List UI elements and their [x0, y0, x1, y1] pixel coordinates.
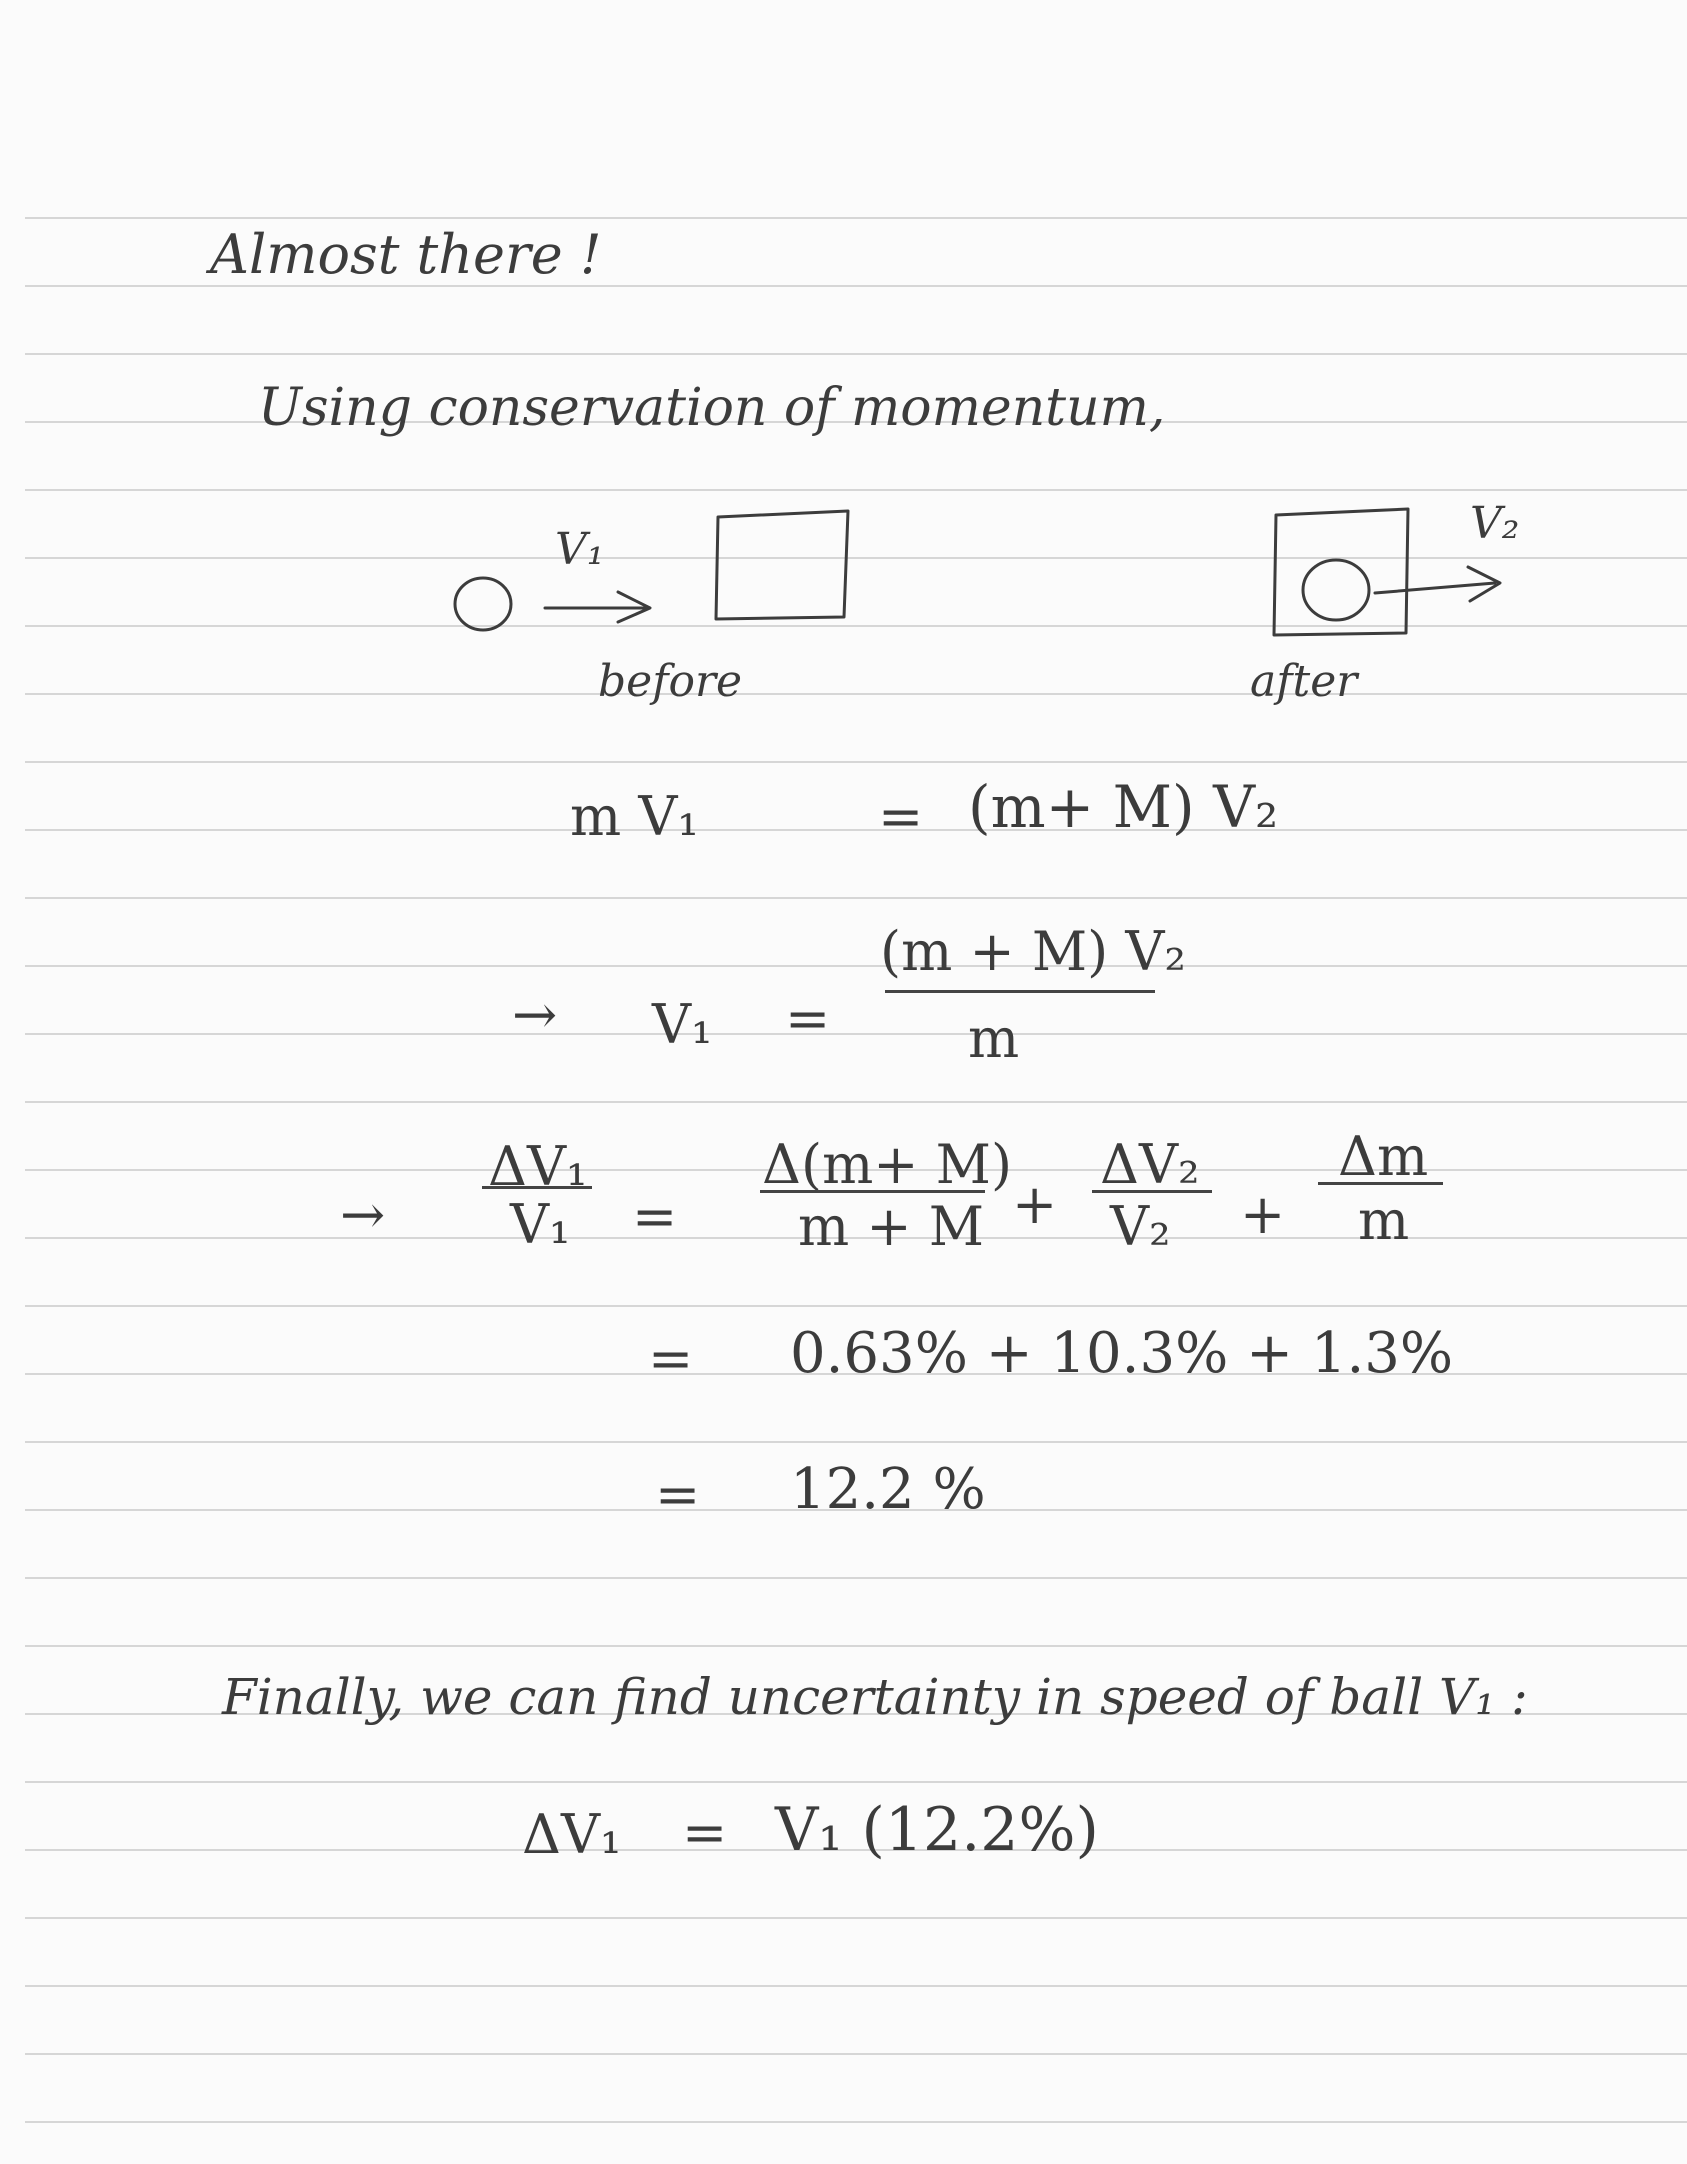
- result-text: 12.2 %: [790, 1457, 986, 1522]
- term-2-numerator: ΔV₂: [1100, 1133, 1200, 1196]
- term-1-numerator: Δ(m+ M): [762, 1133, 1013, 1196]
- lhs-fraction-bar: [482, 1186, 592, 1189]
- final-rhs: V₁ (12.2%): [775, 1795, 1099, 1865]
- values-text: 0.63% + 10.3% + 1.3%: [790, 1321, 1454, 1386]
- values-equals: =: [648, 1327, 694, 1390]
- ball-before-icon: [450, 574, 520, 634]
- momentum-equals: =: [878, 785, 924, 848]
- before-label: before: [598, 656, 743, 707]
- term-3-fraction-bar: [1318, 1182, 1443, 1185]
- final-equals: =: [682, 1801, 728, 1864]
- solve-denominator: m: [968, 1007, 1020, 1070]
- uncertainty-equals: =: [632, 1185, 678, 1248]
- solve-arrow: →: [512, 983, 558, 1046]
- heading: Almost there !: [210, 223, 602, 286]
- term-3-denominator: m: [1358, 1189, 1410, 1252]
- result-equals: =: [655, 1463, 701, 1526]
- solve-numerator: (m + M) V₂: [880, 920, 1187, 983]
- momentum-lhs: m V₁: [570, 785, 700, 848]
- after-velocity-label: V₂: [1470, 498, 1520, 549]
- before-velocity-label: V₁: [555, 524, 605, 575]
- block-before-icon: [710, 505, 850, 625]
- plus-2: +: [1240, 1183, 1286, 1246]
- plus-1: +: [1012, 1173, 1058, 1236]
- term-2-denominator: V₂: [1110, 1195, 1171, 1258]
- lhs-denominator: V₁: [510, 1193, 571, 1256]
- velocity-arrow-after-icon: [1370, 555, 1510, 615]
- term-1-denominator: m + M: [798, 1195, 985, 1258]
- conclusion-text: Finally, we can find uncertainty in speed of ball V₁ :: [222, 1668, 1528, 1726]
- momentum-rhs: (m+ M) V₂: [968, 773, 1279, 841]
- uncertainty-arrow: →: [340, 1183, 386, 1246]
- final-lhs: ΔV₁: [522, 1803, 622, 1866]
- term-2-fraction-bar: [1092, 1190, 1212, 1193]
- solve-equals: =: [785, 987, 831, 1050]
- ball-after-icon: [1298, 555, 1378, 625]
- term-3-numerator: Δm: [1338, 1125, 1429, 1188]
- lhs-numerator: ΔV₁: [488, 1135, 588, 1198]
- solve-lhs: V₁: [652, 993, 713, 1056]
- intro-text: Using conservation of momentum,: [258, 378, 1166, 438]
- term-1-fraction-bar: [760, 1190, 985, 1193]
- solve-fraction-bar: [885, 990, 1155, 993]
- after-label: after: [1250, 656, 1358, 707]
- velocity-arrow-before-icon: [540, 580, 660, 630]
